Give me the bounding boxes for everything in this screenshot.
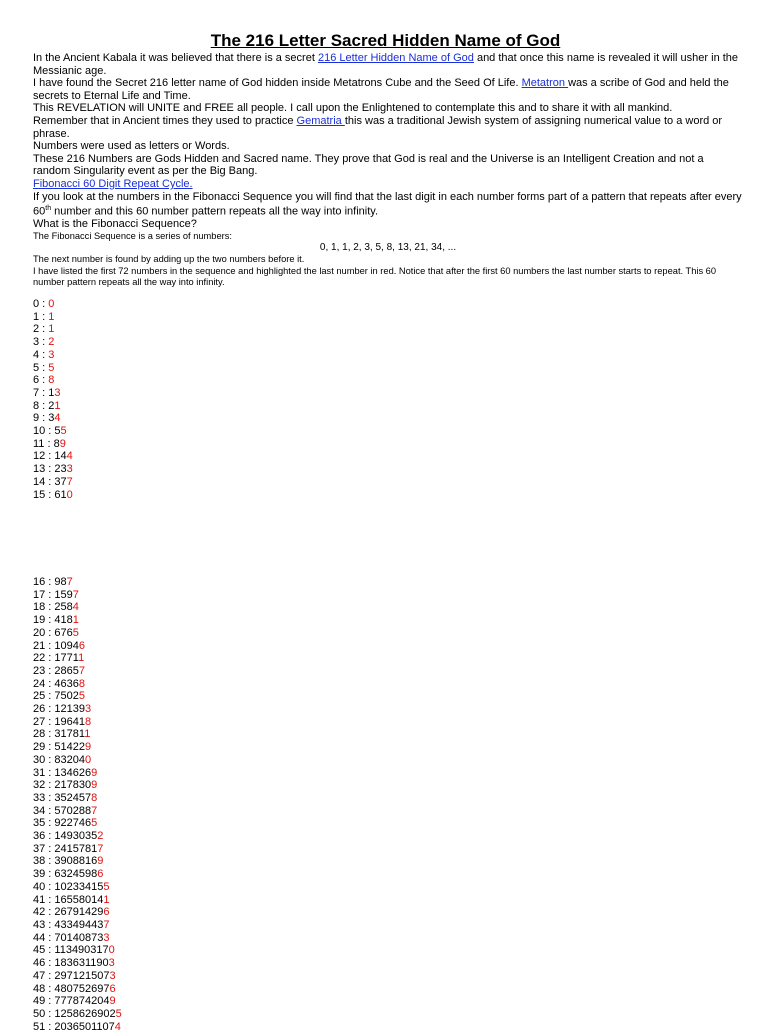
fibonacci-index-and-digits: 17 : 159 xyxy=(33,588,73,601)
fibonacci-index-and-digits: 42 : 26791429 xyxy=(33,906,104,919)
fibonacci-index-and-digits: 2 : xyxy=(33,323,49,336)
fibonacci-last-digit: 6 xyxy=(97,868,104,881)
fibonacci-last-digit: 7 xyxy=(72,588,79,601)
fibonacci-index-and-digits: 38 : 3908816 xyxy=(33,855,98,868)
fibonacci-index-and-digits: 50 : 1258626902 xyxy=(33,1007,116,1020)
fibonacci-index-and-digits: 20 : 676 xyxy=(33,626,73,639)
fibonacci-index-and-digits: 44 : 70140873 xyxy=(33,931,104,944)
fibonacci-last-digit: 9 xyxy=(97,855,104,868)
fibonacci-last-digit: 9 xyxy=(109,995,116,1008)
fibonacci-index-and-digits: 43 : 43349443 xyxy=(33,918,104,931)
fibonacci-last-digit: 3 xyxy=(108,957,115,970)
fibonacci-index-and-digits: 15 : 61 xyxy=(33,488,67,501)
fibonacci-row xyxy=(33,894,122,907)
fibonacci-index-and-digits: 32 : 217830 xyxy=(33,779,92,792)
fibonacci-row xyxy=(33,489,73,502)
fibonacci-index-and-digits: 29 : 51422 xyxy=(33,741,85,754)
fibonacci-index-and-digits: 40 : 10233415 xyxy=(33,880,104,893)
fibonacci-last-digit: 4 xyxy=(54,412,61,425)
fibonacci-index-and-digits: 1 : xyxy=(33,310,49,323)
fibonacci-index-and-digits: 13 : 23 xyxy=(33,463,67,476)
fibonacci-row xyxy=(33,400,73,413)
fibonacci-row xyxy=(33,412,73,425)
fibonacci-index-and-digits: 8 : 2 xyxy=(33,399,55,412)
paragraph-fib-link xyxy=(33,178,743,191)
link-fibonacci-cycle[interactable]: Fibonacci 60 Digit Repeat Cycle. xyxy=(33,177,193,190)
fibonacci-row xyxy=(33,957,122,970)
paragraph-216-numbers: These 216 Numbers are Gods Hidden and Sacred name. They prove that God is real and the Universe is an Intelligent Creation and not a random Singularity event as per the Big Bang. xyxy=(33,152,704,178)
fibonacci-row xyxy=(33,728,122,741)
fibonacci-last-digit: 5 xyxy=(103,880,110,893)
fibonacci-row xyxy=(33,805,122,818)
fibonacci-last-digit: 2 xyxy=(48,336,55,349)
fibonacci-index-and-digits: 49 : 777874204 xyxy=(33,995,110,1008)
fibonacci-index-and-digits: 23 : 2865 xyxy=(33,664,79,677)
fibonacci-index-and-digits: 31 : 134626 xyxy=(33,766,92,779)
fibonacci-index-and-digits: 36 : 1493035 xyxy=(33,830,98,843)
fibonacci-last-digit: 3 xyxy=(54,386,61,399)
fibonacci-index-and-digits: 16 : 98 xyxy=(33,576,67,588)
fibonacci-row xyxy=(33,476,73,489)
link-gematria[interactable]: Gematria xyxy=(296,114,345,127)
fibonacci-index-and-digits: 47 : 297121507 xyxy=(33,969,110,982)
fibonacci-last-digit: 6 xyxy=(109,982,116,995)
fibonacci-index-and-digits: 28 : 31781 xyxy=(33,728,85,741)
fibonacci-row xyxy=(33,627,122,640)
fibonacci-row xyxy=(33,652,122,665)
fibonacci-last-digit: 9 xyxy=(91,766,98,779)
link-metatron[interactable]: Metatron xyxy=(521,77,569,90)
fibonacci-row xyxy=(33,438,73,451)
fibonacci-last-digit: 5 xyxy=(60,425,67,438)
fibonacci-row xyxy=(33,576,122,589)
paragraph-fib-pattern: If you look at the numbers in the Fibonacci Sequence you will find that the last digit in each number forms part of a pattern that repeats after every 60th number and this 60 number pattern repeats all the way into infinity. xyxy=(33,190,742,218)
fibonacci-row xyxy=(33,970,122,983)
fibonacci-row xyxy=(33,767,122,780)
fibonacci-row xyxy=(33,868,122,881)
fibonacci-index-and-digits: 9 : 3 xyxy=(33,412,55,425)
fibonacci-index-and-digits: 24 : 4636 xyxy=(33,677,79,690)
fibonacci-index-and-digits: 4 : xyxy=(33,348,49,361)
fibonacci-series-text: 0, 1, 1, 2, 3, 5, 8, 13, 21, 34, ... xyxy=(319,242,457,254)
fibonacci-row xyxy=(33,1008,122,1021)
fibonacci-last-digit: 9 xyxy=(91,779,98,792)
fibonacci-row xyxy=(33,855,122,868)
fibonacci-index-and-digits: 25 : 7502 xyxy=(33,690,79,703)
fibonacci-last-digit: 6 xyxy=(103,906,110,919)
fibonacci-row xyxy=(33,450,73,463)
fibonacci-index-and-digits: 48 : 480752697 xyxy=(33,982,110,995)
fibonacci-row xyxy=(33,792,122,805)
fibonacci-row xyxy=(33,919,122,932)
fibonacci-last-digit: 4 xyxy=(72,601,79,614)
fibonacci-row xyxy=(33,589,122,602)
fibonacci-row xyxy=(33,463,73,476)
fibonacci-row xyxy=(33,995,122,1008)
fibonacci-row xyxy=(33,944,122,957)
fibonacci-index-and-digits: 26 : 12139 xyxy=(33,703,85,716)
fibonacci-last-digit: 7 xyxy=(78,664,85,677)
fibonacci-last-digit: 1 xyxy=(54,399,61,412)
paragraph-numbers-letters: Numbers were used as letters or Words. xyxy=(33,140,230,153)
fibonacci-index-and-digits: 33 : 352457 xyxy=(33,791,92,804)
fibonacci-index-and-digits: 0 : xyxy=(33,298,49,310)
fibonacci-row xyxy=(33,336,73,349)
fibonacci-index-and-digits: 35 : 922746 xyxy=(33,817,92,830)
fibonacci-row xyxy=(33,678,122,691)
fibonacci-row xyxy=(33,374,73,387)
fibonacci-index-and-digits: 34 : 570288 xyxy=(33,804,92,817)
fibonacci-last-digit: 8 xyxy=(48,374,55,387)
fibonacci-row xyxy=(33,843,122,856)
fibonacci-row xyxy=(33,362,73,375)
fibonacci-row xyxy=(33,703,122,716)
fibonacci-index-and-digits: 22 : 1771 xyxy=(33,652,79,665)
paragraph-kabala: In the Ancient Kabala it was believed that there is a secret 216 Letter Hidden Name of God and that once this name is revealed it will usher in the Messianic age. xyxy=(33,52,739,77)
paragraph-what-is: What is the Fibonacci Sequence? xyxy=(33,218,197,231)
fibonacci-last-digit: 0 xyxy=(85,753,92,766)
fibonacci-index-and-digits: 12 : 14 xyxy=(33,450,67,463)
paragraph-next-number: The next number is found by adding up the two numbers before it. xyxy=(33,254,305,265)
fibonacci-index-and-digits: 45 : 113490317 xyxy=(33,944,109,957)
fibonacci-index-and-digits: 41 : 16558014 xyxy=(33,893,104,906)
fibonacci-row xyxy=(33,425,73,438)
fibonacci-last-digit: 7 xyxy=(66,576,73,588)
fibonacci-last-digit: 7 xyxy=(91,804,98,817)
link-216-letter-name[interactable]: 216 Letter Hidden Name of God xyxy=(317,52,474,64)
fibonacci-last-digit: 6 xyxy=(78,639,85,652)
fibonacci-list-bottom xyxy=(33,576,122,1033)
paragraph-series-def: The Fibonacci Sequence is a series of numbers: xyxy=(33,230,232,241)
fibonacci-last-digit: 0 xyxy=(108,944,115,957)
fibonacci-last-digit: 9 xyxy=(59,437,66,450)
fibonacci-row xyxy=(33,779,122,792)
fibonacci-last-digit: 1 xyxy=(84,728,91,741)
fibonacci-last-digit: 3 xyxy=(48,348,55,361)
fibonacci-last-digit: 7 xyxy=(97,842,104,855)
fibonacci-row xyxy=(33,906,122,919)
fibonacci-index-and-digits: 19 : 418 xyxy=(33,614,73,627)
fibonacci-index-and-digits: 37 : 2415781 xyxy=(33,842,98,855)
fibonacci-row xyxy=(33,665,122,678)
fibonacci-index-and-digits: 27 : 19641 xyxy=(33,715,85,728)
fibonacci-row xyxy=(33,1021,122,1033)
fibonacci-row xyxy=(33,311,73,324)
paragraph-revelation: This REVELATION will UNITE and FREE all people. I call upon the Enlightened to contemplate this and to share it with all mankind. xyxy=(33,102,673,115)
fibonacci-last-digit: 8 xyxy=(85,715,92,728)
fibonacci-row xyxy=(33,741,122,754)
fibonacci-row xyxy=(33,323,73,336)
fibonacci-last-digit: 0 xyxy=(48,298,55,310)
fibonacci-index-and-digits: 46 : 183631190 xyxy=(33,957,109,970)
fibonacci-index-and-digits: 5 : xyxy=(33,361,49,374)
fibonacci-row xyxy=(33,983,122,996)
fibonacci-row xyxy=(33,716,122,729)
fibonacci-row xyxy=(33,932,122,945)
fibonacci-last-digit: 8 xyxy=(91,791,98,804)
fibonacci-last-digit: 3 xyxy=(103,931,110,944)
paragraph-listed: I have listed the first 72 numbers in the sequence and highlighted the last number in red. Notice that after the first 60 numbers the last number starts to repeat. This 60 number pattern repeats all the way into infinity. xyxy=(33,265,717,288)
fibonacci-index-and-digits: 51 : 2036501107 xyxy=(33,1020,115,1033)
paragraph-gematria: Remember that in Ancient times they used to practice Gematria this was a traditional Jewish system of assigning numerical value to a word or phrase. xyxy=(33,114,723,140)
fibonacci-row xyxy=(33,387,73,400)
fibonacci-last-digit: 4 xyxy=(66,450,73,463)
fibonacci-last-digit: 1 xyxy=(103,893,110,906)
fibonacci-last-digit: 1 xyxy=(48,310,55,323)
fibonacci-row xyxy=(33,881,122,894)
fibonacci-index-and-digits: 14 : 37 xyxy=(33,475,67,488)
fibonacci-last-digit: 1 xyxy=(78,652,85,665)
fibonacci-row xyxy=(33,298,73,311)
fibonacci-last-digit: 3 xyxy=(85,703,92,716)
fibonacci-last-digit: 8 xyxy=(78,677,85,690)
page-title: The 216 Letter Sacred Hidden Name of God xyxy=(210,31,561,50)
fibonacci-index-and-digits: 30 : 83204 xyxy=(33,753,85,766)
fibonacci-last-digit: 2 xyxy=(97,830,104,843)
fibonacci-row xyxy=(33,830,122,843)
fibonacci-row xyxy=(33,349,73,362)
fibonacci-index-and-digits: 11 : 8 xyxy=(33,437,60,450)
paragraph-metatron: I have found the Secret 216 letter name of God hidden inside Metatrons Cube and the Seed Of Life. Metatron was a scribe of God and held the secrets to Eternal Life and Time. xyxy=(33,77,729,102)
fibonacci-last-digit: 1 xyxy=(48,323,55,336)
fibonacci-index-and-digits: 7 : 1 xyxy=(33,386,55,399)
fibonacci-index-and-digits: 10 : 5 xyxy=(33,425,61,438)
fibonacci-row xyxy=(33,817,122,830)
fibonacci-index-and-digits: 6 : xyxy=(33,374,49,387)
fibonacci-last-digit: 7 xyxy=(66,475,73,488)
fibonacci-index-and-digits: 39 : 6324598 xyxy=(33,868,98,881)
fibonacci-row xyxy=(33,601,122,614)
fibonacci-last-digit: 3 xyxy=(109,969,116,982)
fibonacci-last-digit: 0 xyxy=(66,488,73,501)
fibonacci-last-digit: 4 xyxy=(114,1020,121,1033)
fibonacci-row xyxy=(33,690,122,703)
fibonacci-row xyxy=(33,640,122,653)
fibonacci-index-and-digits: 3 : xyxy=(33,336,49,349)
fibonacci-last-digit: 5 xyxy=(48,361,55,374)
fibonacci-last-digit: 5 xyxy=(78,690,85,703)
fibonacci-last-digit: 9 xyxy=(85,741,92,754)
fibonacci-row xyxy=(33,754,122,767)
fibonacci-last-digit: 5 xyxy=(115,1007,122,1020)
fibonacci-last-digit: 1 xyxy=(72,614,79,627)
fibonacci-last-digit: 3 xyxy=(66,463,73,476)
fibonacci-list-top xyxy=(33,298,73,501)
intro-text xyxy=(33,52,743,289)
fibonacci-row xyxy=(33,614,122,627)
fibonacci-index-and-digits: 21 : 1094 xyxy=(33,639,79,652)
fibonacci-last-digit: 5 xyxy=(91,817,98,830)
fibonacci-last-digit: 7 xyxy=(103,918,110,931)
fibonacci-last-digit: 5 xyxy=(72,626,79,639)
fibonacci-index-and-digits: 18 : 258 xyxy=(33,601,73,614)
